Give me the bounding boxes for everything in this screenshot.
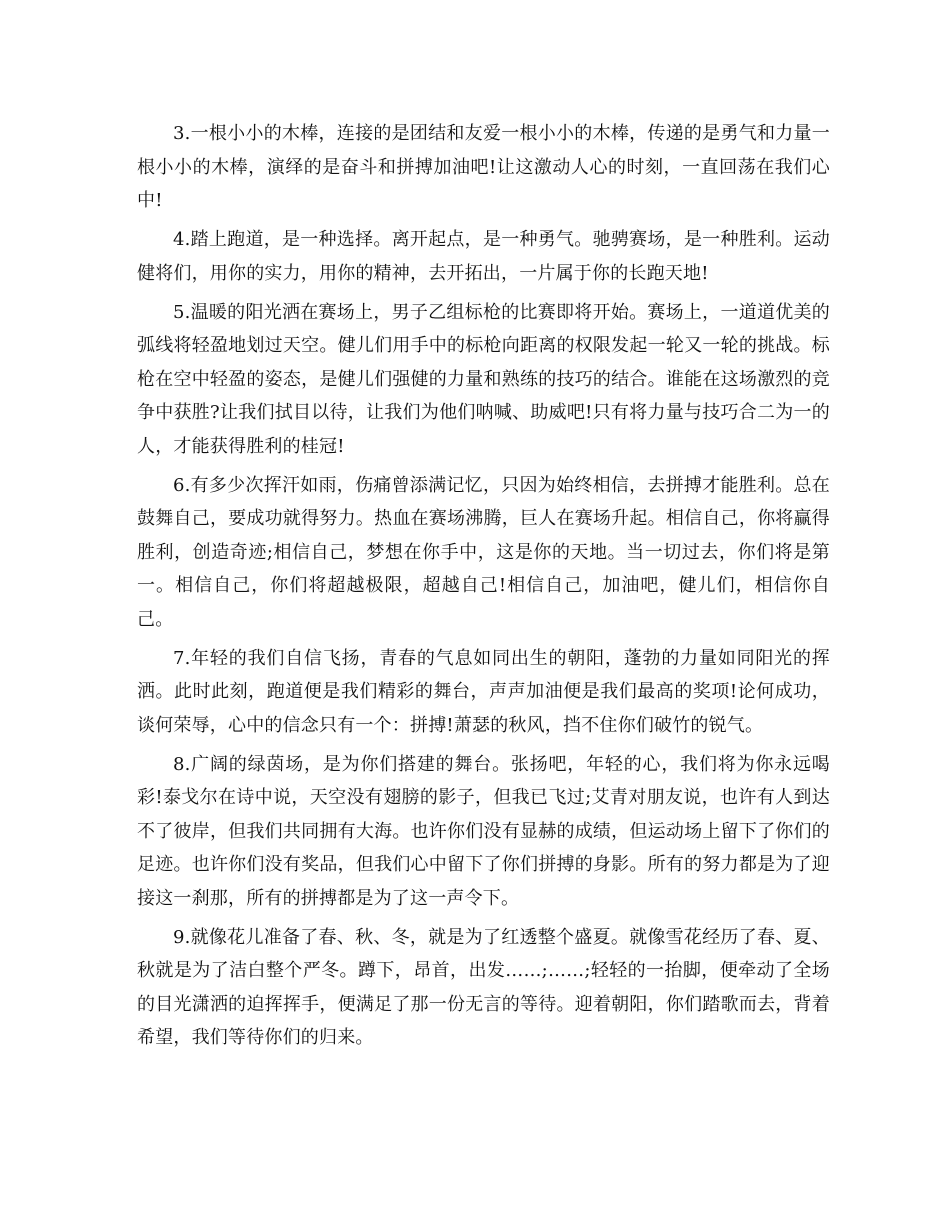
paragraph-9: 9.就像花儿准备了春、秋、冬，就是为了红透整个盛夏。就像雪花经历了春、夏、秋就是为了洁白整个严冬。蹲下，昂首，出发……;……;轻轻的一抬脚，便牵动了全场的目光潇洒的迫挥挥手，便满足了那一份无言的等待。迎着朝阳，你们踏歌而去，背着希望，我们等待你们的归来。: [137, 926, 830, 1048]
paragraph-5: 5.温暖的阳光洒在赛场上，男子乙组标枪的比赛即将开始。赛场上，一道道优美的弧线将轻盈地划过天空。健儿们用手中的标枪向距离的权限发起一轮又一轮的挑战。标枪在空中轻盈的姿态，是健儿们强健的力量和熟练的技巧的结合。谁能在这场激烈的竞争中获胜?让我们拭目以待，让我们为他们呐喊、助威吧!只有将力量与技巧合二为一的人，才能获得胜利的桂冠!: [137, 301, 830, 457]
paragraph-7: 7.年轻的我们自信飞扬，青春的气息如同出生的朝阳，蓬勃的力量如同阳光的挥洒。此时此刻，跑道便是我们精彩的舞台，声声加油便是我们最高的奖项!论何成功，谈何荣辱，心中的信念只有一个：拼搏!萧瑟的秋风，挡不住你们破竹的锐气。: [137, 647, 830, 736]
document-body: [137, 117, 830, 1055]
paragraph-8: 8.广阔的绿茵场，是为你们搭建的舞台。张扬吧，年轻的心，我们将为你永远喝彩!泰戈尔在诗中说，天空没有翅膀的影子，但我已飞过;艾青对朋友说，也许有人到达不了彼岸，但我们共同拥有大海。也许你们没有显赫的成绩，但运动场上留下了你们的足迹。也许你们没有奖品，但我们心中留下了你们拼搏的身影。所有的努力都是为了迎接这一刹那，所有的拼搏都是为了这一声令下。: [137, 753, 830, 909]
paragraph-6: 6.有多少次挥汗如雨，伤痛曾添满记忆，只因为始终相信，去拼搏才能胜利。总在鼓舞自己，要成功就得努力。热血在赛场沸腾，巨人在赛场升起。相信自己，你将赢得胜利，创造奇迹;相信自己，梦想在你手中，这是你的天地。当一切过去，你们将是第一。相信自己，你们将超越极限，超越自己!相信自己，加油吧，健儿们，相信你自己。: [137, 474, 830, 630]
paragraph-3: 3.一根小小的木棒，连接的是团结和友爱一根小小的木棒，传递的是勇气和力量一根小小的木棒，演绎的是奋斗和拼搏加油吧!让这激动人心的时刻，一直回荡在我们心中!: [137, 123, 830, 211]
paragraph-4: 4.踏上跑道，是一种选择。离开起点，是一种勇气。驰骋赛场，是一种胜利。运动健将们，用你的实力，用你的精神，去开拓出，一片属于你的长跑天地!: [137, 229, 830, 284]
